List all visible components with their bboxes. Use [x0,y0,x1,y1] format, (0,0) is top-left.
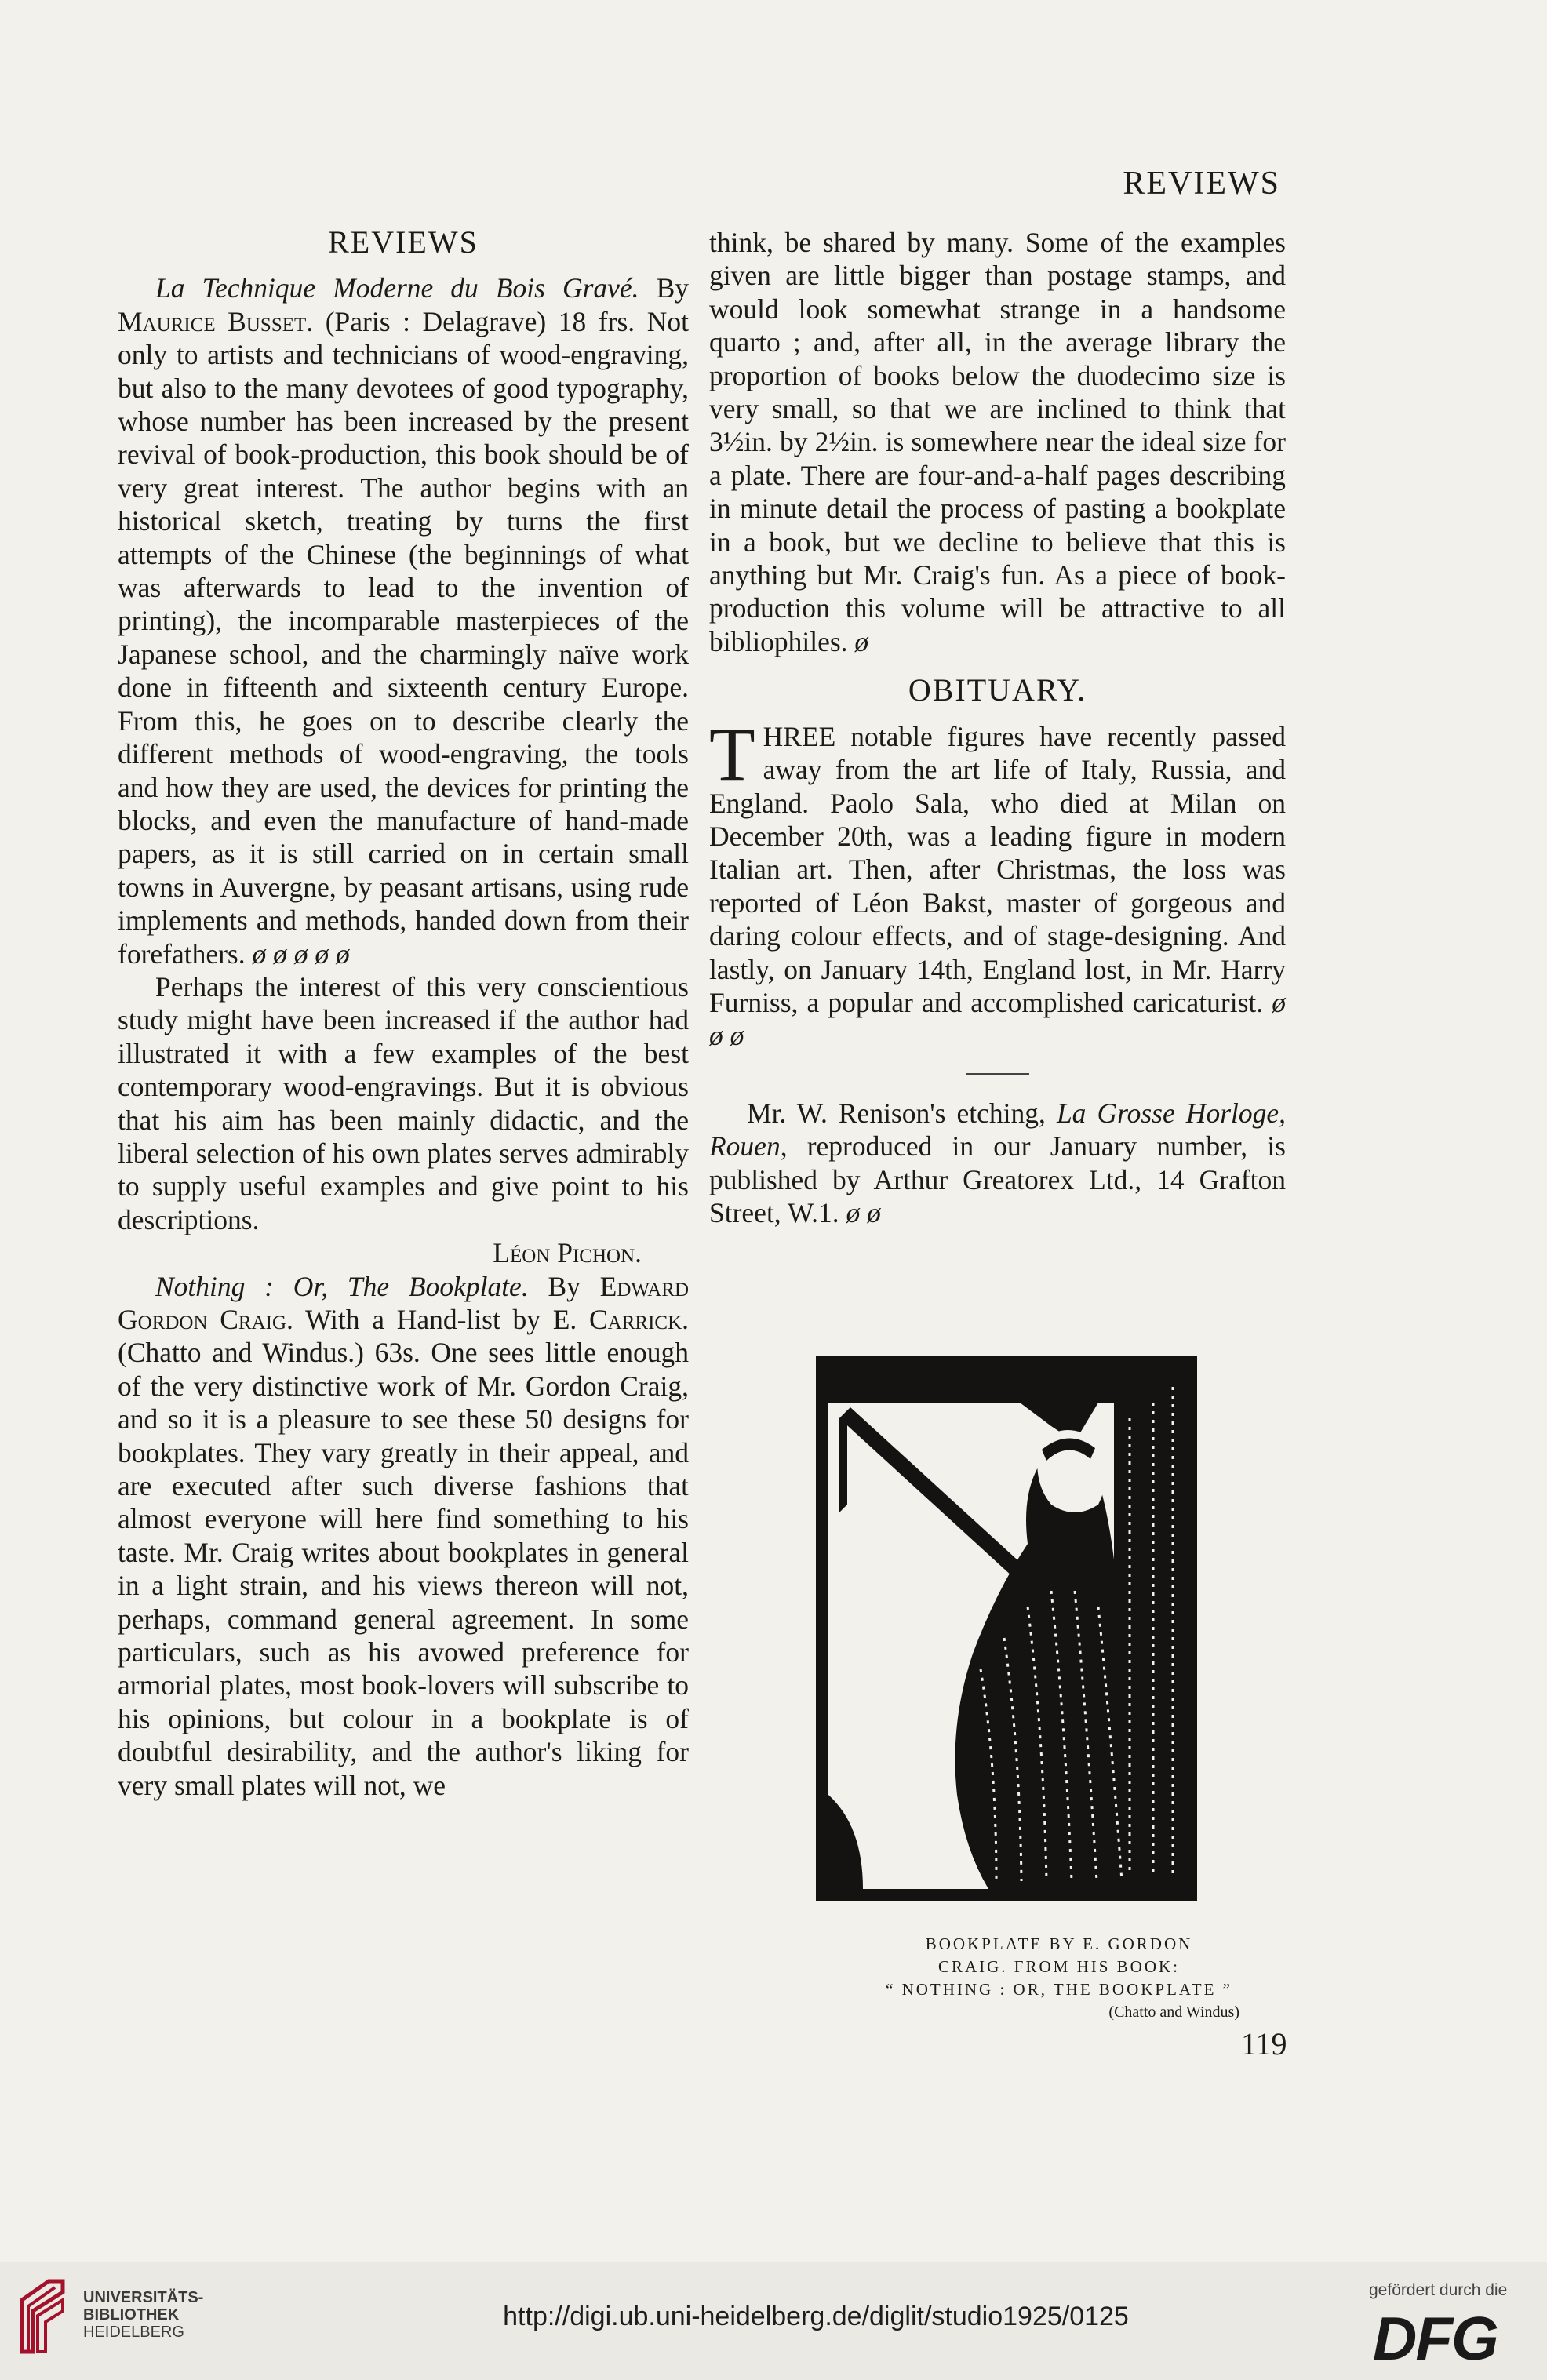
review-continuation: think, be shared by many. Some of the examples given are little bigger than postage stamps, and would look somewhat strange in a handsome quarto ; and, after all, in the average library the proportion of books below the duodecimo size is very small, so that we are inclined to think that 3½in. by 2½in. is somewhere near the ideal size for a plate. There are four-and-a-half pages describing in minute detail the process of pasting a bookplate in a book, but we decline to believe that this is anything but Mr. Craig's fun. As a piece of book-production this volume will be attractive to all bibliophiles. ø [709,227,1286,657]
reviewer-signature: Léon Pichon. [493,1237,642,1269]
caption-line: CRAIG. FROM HIS BOOK: [937,1957,1181,1976]
review-author: Edward Gordon Craig [118,1270,690,1335]
review-compiler: E. Carrick [552,1304,682,1335]
review-title: La Technique Moderne du Bois Gravé. [155,272,639,304]
obituary-heading: OBITUARY. [908,672,1087,708]
review-paragraph [118,970,689,1270]
section-divider [966,1073,1029,1075]
review-paragraph: Nothing : Or, The Bookplate. By Edward Gordon Craig. With a Hand-list by E. Carrick. (Chatto and Windus.) 63s. One sees little enough of the very distinctive work of Mr. Gordon Craig, and so it is a pleasure to see these 50 designs for bookplates. They vary greatly in their appeal, and are executed after such diverse fashions that almost everyone will here find something to his taste. Mr. Craig writes about bookplates in general in a light strain, and his views thereon will not, perhaps, command general agreement. In some particulars, such as his avowed preference for armorial plates, most book-lovers will subscribe to his opinions, but colour in a bookplate is of doubtful desirability, and the author's liking for very small plates will not, we [118,1270,690,1801]
library-name[interactable]: UNIVERSITÄTS- BIBLIOTHEK HEIDELBERG [83,2289,204,2341]
review-title: Nothing : Or, The Bookplate. [155,1270,529,1302]
right-column [709,226,1286,1229]
caption-credit: (Chatto and Windus) [1108,2003,1239,2021]
funding-note: gefördert durch die [1369,2281,1508,2299]
library-logo-icon[interactable] [17,2276,67,2355]
reviews-heading: REVIEWS [328,224,479,260]
obituary-paragraph: THREE notable figures have recently passed away from the art life of Italy, Russia, and England. Paolo Sala, who died at Milan on December 20th, was a leading figure in modern Italian art. Then, after Christmas, the loss was reported of Léon Bakst, master of gorgeous and daring colour effects, and of stage-designing. And lastly, on January 14th, England lost, in Mr. Harry Furniss, a popular and accomplished caricaturist. ø ø ø [709,711,1286,1052]
caption-line: BOOKPLATE BY E. GORDON [925,1934,1193,1953]
left-column [118,226,689,1802]
ornament-icon: ø ø [846,1196,881,1228]
running-head: REVIEWS [1123,166,1280,202]
review-text: . (Paris : Delagrave) 18 frs. Not only to artists and technicians of wood-engraving, but also to the many devotees of good typography, whose number has been increased by the present revival of book-production, this book should be of very great interest. The author begins with an historical sketch, treating by turns the first attempts of the Chinese (the beginnings of what was afterwards to lead to the invention of printing), the incomparable masterpieces of the Japanese school, and the charmingly naïve work done in fifteenth and sixteenth century Europe. From this, he goes on to describe clearly the different methods of wood-engraving, the tools and how they are used, the devices for printing the blocks, and even the manufacture of hand-made papers, as it is still carried on in certain small towns in Auvergne, by peasant artisans, using rude implements and methods, handed down from their forefathers. [118,305,689,970]
etching-notice: Mr. W. Renison's etching, La Grosse Horloge, Rouen, reproduced in our January number, is published by Arthur Greatorex Ltd., 14 Grafton Street, W.1. ø ø [709,1097,1286,1228]
dfg-logo[interactable]: DFG [1373,2304,1498,2373]
drop-cap: T [709,711,755,796]
review-author: Maurice Busset [118,305,307,337]
caption-line: “ NOTHING : OR, THE BOOKPLATE ” [886,1980,1232,1999]
page-number: 119 [1241,2026,1287,2062]
ornament-icon: ø ø ø ø ø [252,937,350,970]
review-paragraph: La Technique Moderne du Bois Gravé. By Maurice Busset. (Paris : Delagrave) 18 frs. Not only to artists and technicians of wood-engraving, but also to the many devotees of good typography, whose number has been increased by the present revival of book-production, this book should be of very great interest. The author begins with an historical sketch, treating by turns the first attempts of the Chinese (the beginnings of what was afterwards to lead to the invention of printing), the incomparable masterpieces of the Japanese school, and the charmingly naïve work done in fifteenth and sixteenth century Europe. From this, he goes on to describe clearly the different methods of wood-engraving, the tools and how they are used, the devices for printing the blocks, and even the manufacture of hand-made papers, as it is still carried on in certain small towns in Auvergne, by peasant artisans, using rude implements and methods, handed down from their forefathers. ø ø ø ø ø [118,272,689,970]
review-text: . (Chatto and Windus.) 63s. One sees little enough of the very distinctive work of Mr. Gordon Craig, and so it is a pleasure to see these 50 designs for bookplates. They vary greatly in their appeal, and are executed after such diverse fashions that almost everyone will here find something to his taste. Mr. Craig writes about bookplates in general in a light strain, and his views thereon will not, perhaps, command general agreement. In some particulars, such as his avowed preference for armorial plates, most book-lovers will subscribe to his opinions, but colour in a bookplate is of doubtful desirability, and the author's liking for very small plates will not, we [118,1304,689,1801]
source-url-link[interactable]: http://digi.ub.uni-heidelberg.de/diglit/studio1925/0125 [503,2302,1129,2331]
ornament-icon: ø [854,625,869,657]
bookplate-illustration [816,1356,1197,1901]
etching-title: La Grosse Horloge, Rouen [709,1097,1286,1163]
ornament-icon: ø ø ø [709,986,1286,1052]
figure-caption [847,1933,1271,2024]
review-text: Perhaps the interest of this very conscientious study might have been increased if the author had illustrated it with a few examples of the best contemporary wood-engravings. But it is obvious that his aim has been mainly didactic, and the liberal selection of his own plates serves admirably to supply useful examples and give point to his descriptions. [118,970,689,1235]
